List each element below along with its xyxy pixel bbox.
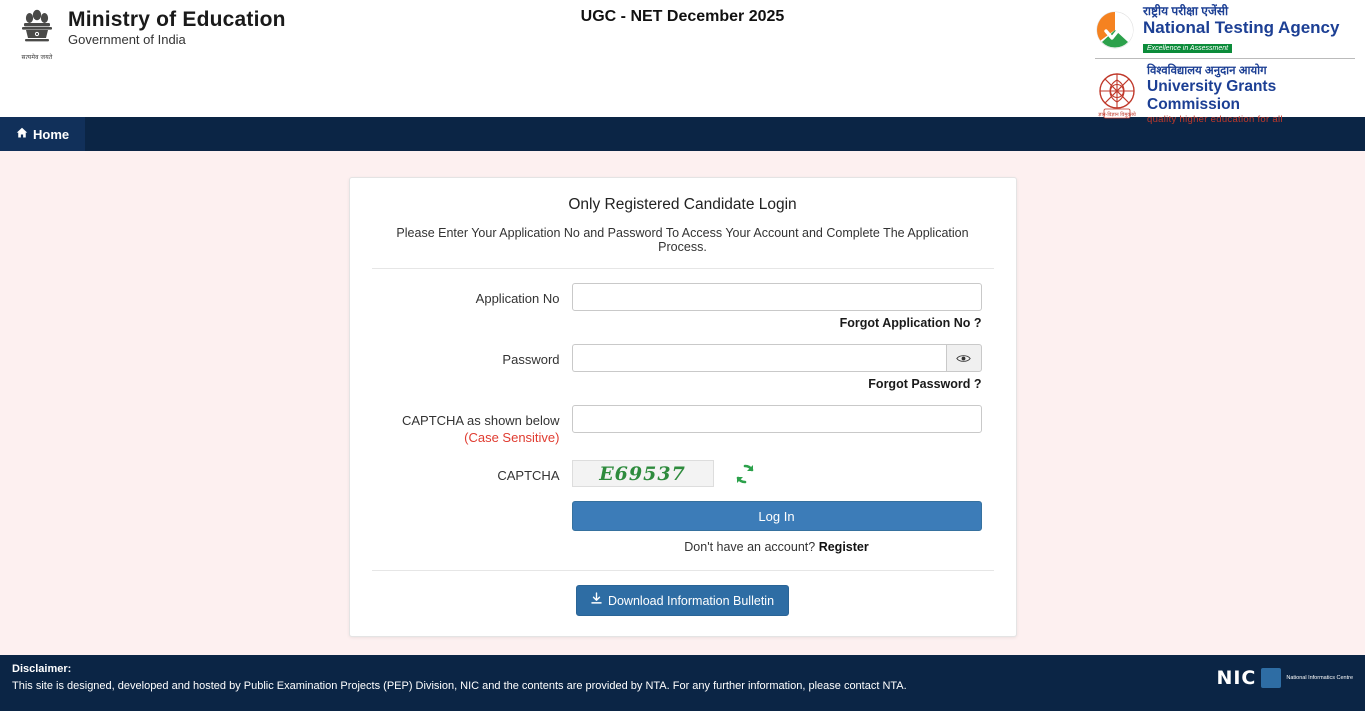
nta-english-name: National Testing Agency [1143, 18, 1340, 37]
page-footer [0, 655, 1365, 711]
ministry-subtitle: Government of India [68, 32, 186, 47]
ministry-branding [0, 0, 420, 62]
emblem-caption: सत्यमेव जयते [21, 55, 53, 61]
captcha-case-note: (Case Sensitive) [464, 430, 560, 445]
nta-logo-block [1095, 4, 1355, 59]
captcha-input-label-text: CAPTCHA as shown below [401, 413, 560, 428]
ugc-hindi-name: विश्वविद्यालय अनुदान आयोग [1147, 65, 1267, 77]
captcha-input[interactable] [572, 405, 982, 433]
captcha-display-row [372, 460, 994, 487]
login-card [349, 177, 1017, 637]
download-bulletin-label: Download Information Bulletin [607, 593, 775, 608]
nta-tagline: Excellence in Assessment [1143, 44, 1232, 53]
nic-subtext: National Informatics Centre [1286, 675, 1353, 681]
login-button-spacer [372, 501, 572, 508]
application-no-label: Application No [475, 291, 560, 306]
exam-title: UGC - NET December 2025 [580, 8, 785, 25]
page-header [0, 0, 1365, 125]
nta-hindi-name: राष्ट्रीय परीक्षा एजेंसी [1143, 4, 1229, 18]
nta-text [1143, 4, 1339, 55]
eye-icon[interactable] [946, 344, 981, 372]
nta-logo-icon [1095, 10, 1135, 50]
login-note: Please Enter Your Application No and Password To Access Your Account and Complete The Application Process. [372, 226, 994, 269]
password-label: Password [502, 352, 560, 367]
ugc-logo-icon [1095, 71, 1139, 119]
register-prompt-line [572, 540, 982, 554]
login-button-wrap [572, 501, 994, 554]
forgot-password-link[interactable]: Forgot Password ? [868, 377, 982, 391]
nic-logo [1216, 667, 1353, 689]
disclaimer-title: Disclaimer: [12, 663, 72, 675]
application-no-row [372, 283, 994, 330]
password-field-wrap [572, 344, 994, 391]
captcha-input-row [372, 405, 994, 446]
nic-emblem-icon [1261, 668, 1281, 688]
disclaimer-text: This site is designed, developed and hosted by Public Examination Projects (PEP) Division, NIC and the contents are provided by NTA. For any further information, please contact NTA. [12, 680, 907, 692]
login-title: Only Registered Candidate Login [568, 196, 797, 213]
bulletin-wrap [372, 571, 994, 616]
login-button-row [372, 501, 994, 554]
login-button[interactable]: Log In [572, 501, 982, 531]
register-prompt-text: Don't have an account? [684, 540, 816, 554]
ugc-english-name: University Grants Commission [1147, 78, 1277, 113]
password-row [372, 344, 994, 391]
forgot-application-no-link[interactable]: Forgot Application No ? [839, 316, 982, 330]
captcha-display-label: CAPTCHA [497, 468, 560, 483]
nic-wordmark: NIC [1216, 667, 1257, 689]
ugc-tagline: quality higher education for all [1147, 114, 1283, 125]
password-input[interactable] [572, 344, 947, 372]
home-icon [16, 127, 28, 142]
refresh-icon[interactable] [732, 461, 758, 487]
download-icon [591, 593, 602, 608]
register-link[interactable]: Register [818, 540, 869, 554]
application-no-field-wrap [572, 283, 994, 330]
agency-logos [1095, 4, 1355, 126]
application-no-input[interactable] [572, 283, 982, 311]
ugc-text [1147, 64, 1355, 126]
svg-text:ज्ञान-विज्ञान विमुक्तये: ज्ञान-विज्ञान विमुक्तये [1098, 112, 1136, 118]
main-content [0, 151, 1365, 655]
captcha-image: E69537 [572, 460, 714, 487]
ministry-text [68, 6, 286, 48]
nav-item-home[interactable] [0, 117, 85, 151]
captcha-display-wrap [572, 460, 994, 487]
national-emblem-icon [14, 6, 60, 62]
captcha-field-wrap [572, 405, 994, 433]
download-bulletin-button[interactable] [576, 585, 789, 616]
nav-item-home-label: Home [33, 126, 70, 142]
ugc-logo-block [1095, 59, 1355, 126]
captcha-input-label [372, 405, 572, 446]
ministry-title: Ministry of Education [68, 8, 286, 31]
